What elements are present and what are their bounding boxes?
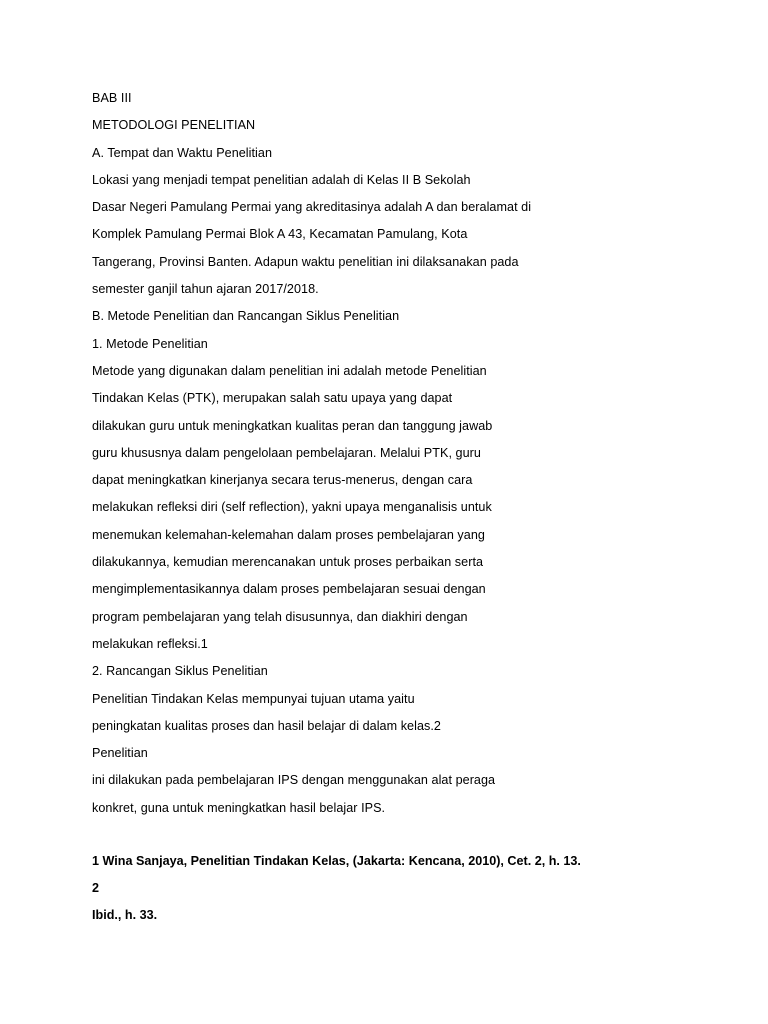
chapter-title: METODOLOGI PENELITIAN [92, 118, 256, 133]
paragraph-line: semester ganjil tahun ajaran 2017/2018. [92, 282, 319, 297]
paragraph-line: Tangerang, Provinsi Banten. Adapun waktu penelitian ini dilaksanakan pada [92, 254, 519, 269]
paragraph-line: Metode yang digunakan dalam penelitian ini adalah metode Penelitian [92, 363, 487, 378]
paragraph-line: Lokasi yang menjadi tempat penelitian adalah di Kelas II B Sekolah [92, 172, 471, 187]
paragraph-line: melakukan refleksi diri (self reflection), yakni upaya menganalisis untuk [92, 500, 492, 515]
footnote-2: Ibid., h. 33. [92, 908, 158, 922]
paragraph-line: Penelitian Tindakan Kelas mempunyai tujuan utama yaitu [92, 691, 415, 706]
paragraph-line: dapat meningkatkan kinerjanya secara terus-menerus, dengan cara [92, 473, 473, 488]
paragraph-line: Penelitian [92, 746, 148, 761]
footnotes [92, 848, 732, 929]
section-heading-b: B. Metode Penelitian dan Rancangan Siklus Penelitian [92, 309, 400, 324]
paragraph-line: peningkatan kualitas proses dan hasil belajar di dalam kelas.2 [92, 718, 441, 733]
document-body [92, 85, 732, 822]
paragraph-line: guru khususnya dalam pengelolaan pembelajaran. Melalui PTK, guru [92, 445, 481, 460]
paragraph-line: mengimplementasikannya dalam proses pembelajaran sesuai dengan [92, 582, 486, 597]
paragraph-line: ini dilakukan pada pembelajaran IPS dengan menggunakan alat peraga [92, 773, 496, 788]
paragraph-line: program pembelajaran yang telah disusunnya, dan diakhiri dengan [92, 609, 468, 624]
section-heading-a: A. Tempat dan Waktu Penelitian [92, 145, 273, 160]
paragraph-line: Tindakan Kelas (PTK), merupakan salah satu upaya yang dapat [92, 391, 453, 406]
subsection-heading-2: 2. Rancangan Siklus Penelitian [92, 664, 268, 679]
paragraph-line: dilakukannya, kemudian merencanakan untuk proses perbaikan serta [92, 555, 484, 570]
paragraph-line: konkret, guna untuk meningkatkan hasil belajar IPS. [92, 800, 386, 815]
chapter-number: BAB III [92, 91, 132, 105]
paragraph-line: menemukan kelemahan-kelemahan dalam proses pembelajaran yang [92, 527, 485, 542]
paragraph-line: melakukan refleksi.1 [92, 636, 208, 651]
subsection-heading-1: 1. Metode Penelitian [92, 336, 208, 351]
paragraph-line: Komplek Pamulang Permai Blok A 43, Kecamatan Pamulang, Kota [92, 227, 468, 242]
paragraph-line: dilakukan guru untuk meningkatkan kualitas peran dan tanggung jawab [92, 418, 493, 433]
footnote-1: 1 Wina Sanjaya, Penelitian Tindakan Kelas, (Jakarta: Kencana, 2010), Cet. 2, h. 13. [92, 854, 581, 868]
footnote-2-marker: 2 [92, 881, 100, 895]
paragraph-line: Dasar Negeri Pamulang Permai yang akreditasinya adalah A dan beralamat di [92, 200, 532, 215]
